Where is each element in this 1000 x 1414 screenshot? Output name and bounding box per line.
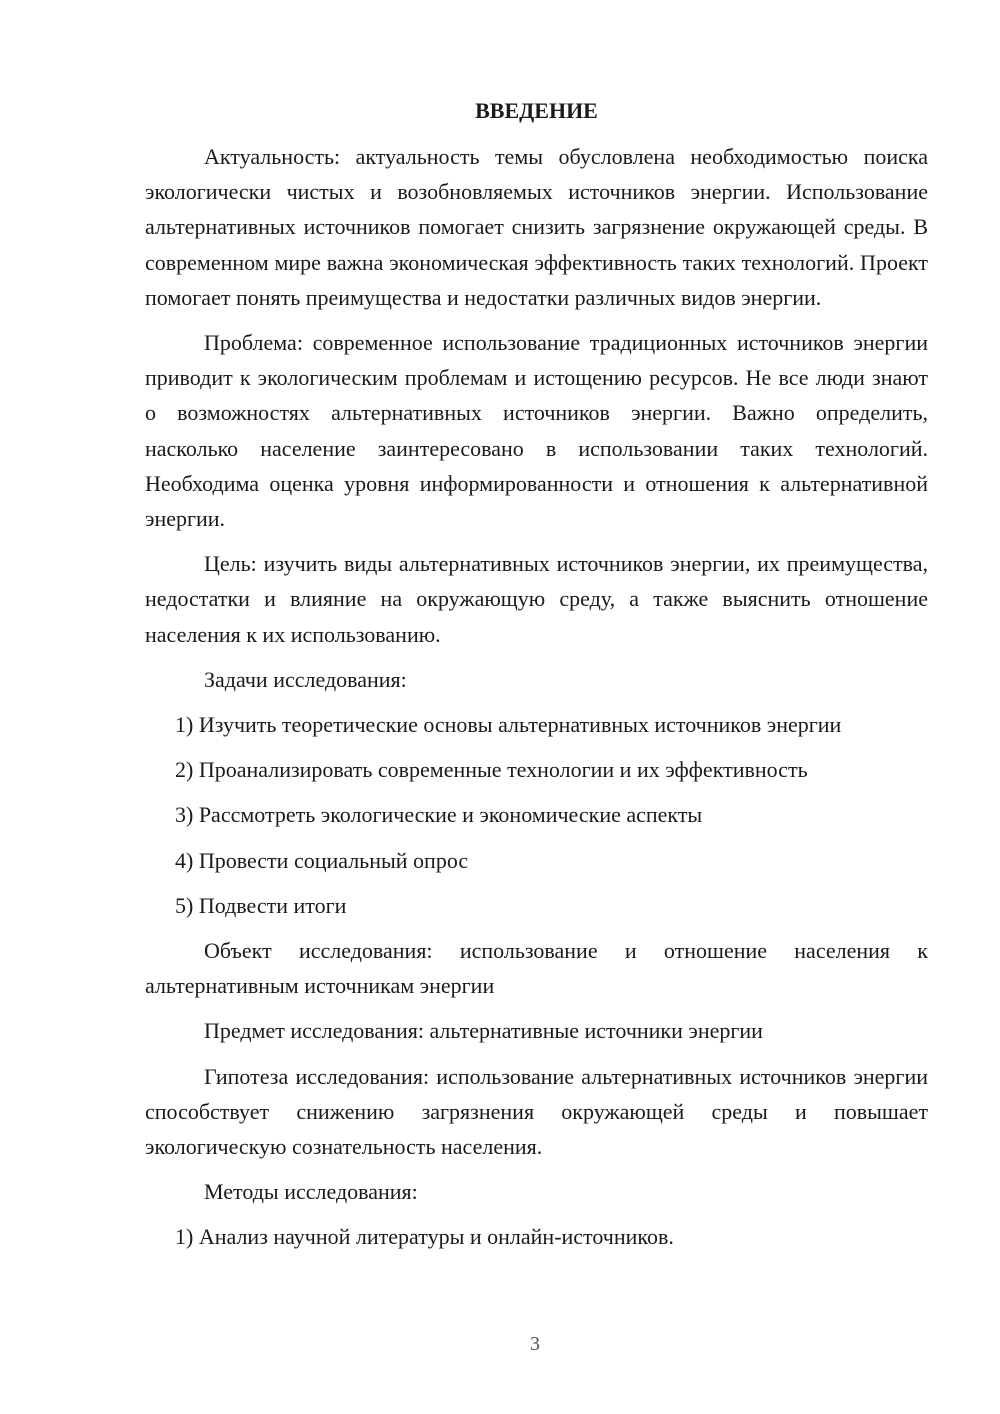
page-number: 3 — [530, 1333, 540, 1355]
problem-paragraph: Проблема: современное использование традиционных источников энергии приводит к экологическим проблемам и истощению ресурсов. Не все люди знают о возможностях альтернативных источников энергии. Важно определить, насколько население заинтересовано в использовании таких технологий. Необходима оценка уровня информированности и отношения к альтернативной энергии. — [145, 330, 928, 532]
methods-list — [145, 1219, 928, 1254]
section-title: ВВЕДЕНИЕ — [475, 98, 598, 123]
subject-paragraph: Предмет исследования: альтернативные источники энергии — [204, 1018, 763, 1044]
relevance-paragraph: Актуальность: актуальность темы обусловлена необходимостью поиска экологически чистых и возобновляемых источников энергии. Использование альтернативных источников помогает снизить загрязнение окружающей среды. В современном мире важна экономическая эффективность таких технологий. Проект помогает понять преимущества и недостатки различных видов энергии. — [145, 144, 928, 310]
goal-paragraph: Цель: изучить виды альтернативных источников энергии, их преимущества, недостатки и влияние на окружающую среду, а также выяснить отношение населения к их использованию. — [145, 551, 928, 647]
methods-heading: Методы исследования: — [204, 1179, 418, 1205]
list-item: 5) Подвести итоги — [175, 892, 347, 918]
list-item: 4) Провести социальный опрос — [175, 847, 469, 873]
list-item: 3) Рассмотреть экологические и экономические аспекты — [175, 802, 703, 828]
list-item: 1) Изучить теоретические основы альтернативных источников энергии — [175, 712, 842, 738]
list-item: 2) Проанализировать современные технологии и их эффективность — [175, 757, 808, 783]
document-body — [145, 95, 928, 1265]
tasks-heading: Задачи исследования: — [204, 666, 407, 692]
list-item: 1) Анализ научной литературы и онлайн-источников. — [175, 1224, 674, 1250]
object-paragraph: Объект исследования: использование и отношение населения к альтернативным источникам энергии — [145, 938, 928, 999]
tasks-list — [145, 707, 928, 923]
hypothesis-paragraph: Гипотеза исследования: использование альтернативных источников энергии способствует снижению загрязнения окружающей среды и повышает экологическую сознательность населения. — [145, 1063, 928, 1160]
